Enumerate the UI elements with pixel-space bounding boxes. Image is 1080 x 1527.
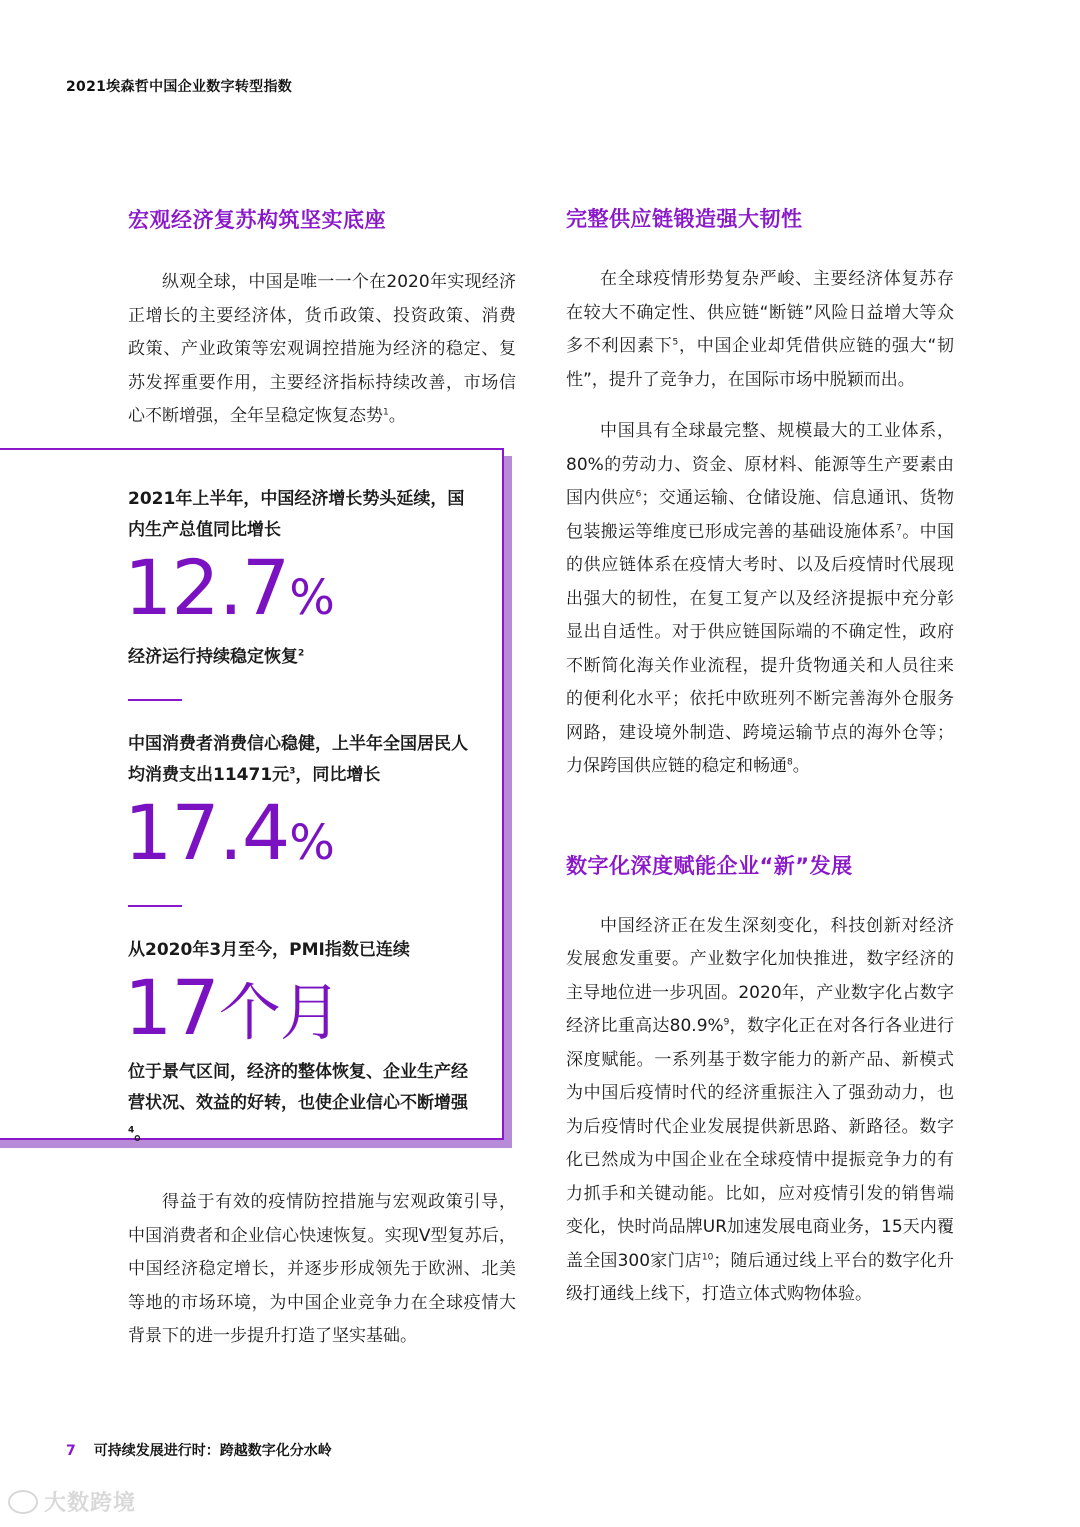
watermark <box>8 1486 136 1517</box>
supply-p2-text-d: 。 <box>792 756 810 776</box>
macro-paragraph-text: 纵观全球，中国是唯一一个在2020年实现经济正增长的主要经济体，货币政策、投资政策、消费政策、产业政策等宏观调控措施为经济的稳定、复苏发挥重要作用，主要经济指标持续改善，市场信心不断增强，全年呈稳定恢复态势 <box>128 272 516 426</box>
report-header: 2021埃森哲中国企业数字转型指数 <box>66 79 293 95</box>
stat2-intro-text: 中国消费者消费信心稳健，上半年全国居民人均消费支出11471元 <box>128 734 468 785</box>
stat-divider <box>128 699 182 701</box>
supply-p2-text-a: 中国具有全球最完整、规模最大的工业体系，80%的劳动力、资金、原材料、能源等生产要素由国内供应 <box>566 421 954 508</box>
recovery-paragraph: 得益于有效的疫情防控措施与宏观政策引导，中国消费者和企业信心快速恢复。实现V型复苏后，中国经济稳定增长，并逐步形成领先于欧洲、北美等地的市场环境，为中国企业竞争力在全球疫情大背景下的进一步提升打造了坚实基础。 <box>128 1192 516 1346</box>
stat2-unit: % <box>289 815 334 871</box>
footer-title: 可持续发展进行时：跨越数字化分水岭 <box>93 1443 332 1459</box>
digital-text-c: ；随后通过线上平台的数字化升级打通线上线下，打造立体式购物体验。 <box>566 1250 955 1304</box>
stat3-caption-text: 位于景气区间，经济的整体恢复、企业生产经营状况、效益的好转，也使企业信心不断增强 <box>128 1062 468 1113</box>
stat1-caption <box>128 642 478 673</box>
stat3-caption <box>128 1057 478 1150</box>
footnote-ref: 3 <box>289 766 296 777</box>
stat-box <box>0 448 504 1144</box>
supply-p2-text-b: ；交通运输、仓储设施、信息通讯、货物包装搬运等维度已形成完善的基础设施体系 <box>566 488 955 542</box>
footnote-ref: 10 <box>701 1251 714 1262</box>
digital-text-a: 中国经济正在发生深刻变化，科技创新对经济发展愈发重要。产业数字化加快推进，数字经济的主导地位进一步巩固。2020年，产业数字化占数字经济比重高达80.9% <box>566 915 954 1036</box>
stat1-number: 12.7 <box>124 543 290 632</box>
section-heading-macro: 宏观经济复苏构筑坚实底座 <box>128 208 386 232</box>
footnote-ref: 1 <box>383 407 389 418</box>
stat1-value <box>124 543 478 638</box>
supply-p1-text-b: ，中国企业却凭借供应链的强大“韧性”，提升了竞争力，在国际市场中脱颖而出。 <box>566 336 955 390</box>
stat2-number: 17.4 <box>124 788 290 877</box>
footnote-ref: 2 <box>298 648 305 659</box>
stat3-intro: 从2020年3月至今，PMI指数已连续 <box>128 940 410 960</box>
right-column <box>566 203 954 1312</box>
left-column <box>128 204 516 434</box>
footnote-ref: 7 <box>896 522 902 533</box>
stat-box-content <box>124 484 478 1150</box>
footnote-ref: 6 <box>635 489 642 500</box>
page-number: 7 <box>66 1443 76 1459</box>
stat-divider <box>128 905 182 907</box>
stat2-intro <box>128 729 478 791</box>
stat1-intro: 2021年上半年，中国经济增长势头延续，国内生产总值同比增长 <box>128 489 465 540</box>
footnote-ref: 5 <box>672 337 679 348</box>
stat3-caption-end: 。 <box>134 1124 152 1144</box>
stat3-unit: 个月 <box>218 976 341 1049</box>
digital-text-b: ，数字化正在对各行各业进行深度赋能。一系列基于数字能力的新产品、新模式为中国后疫情时代的经济重振注入了强劲动力，也为后疫情时代企业发展提供新思路、新路径。数字化已然成为中国企业在全球疫情中提振竞争力的有力抓手和关键动能。比如，应对疫情引发的销售端变化，快时尚品牌UR加速发展电商业务，15天内覆盖全国300家门店 <box>566 1016 954 1271</box>
recovery-section <box>128 1186 516 1354</box>
supply-chain-paragraph-2 <box>566 415 954 784</box>
footnote-ref: 4 <box>128 1125 135 1136</box>
supply-p1-text-a: 在全球疫情形势复杂严峻、主要经济体复苏存在较大不确定性、供应链“断链”风险日益增大等众多不利因素下 <box>566 269 954 356</box>
supply-chain-paragraph-1 <box>566 263 954 397</box>
macro-paragraph <box>128 266 516 434</box>
footnote-ref: 9 <box>723 1017 730 1028</box>
stat3-value <box>124 963 478 1053</box>
section-heading-supply-chain: 完整供应链锻造强大韧性 <box>566 207 803 231</box>
watermark-text: 大数跨境 <box>44 1491 137 1516</box>
stat3-number: 17 <box>124 963 219 1052</box>
supply-p2-text-c: 。中国的供应链体系在疫情大考时、以及后疫情时代展现出强大的韧性，在复工复产以及经济提振中充分彰显出自适性。对于供应链国际端的不确定性，政府不断简化海关作业流程，提升货物通关和人员往来的便利化水平；依托中欧班列不断完善海外仓服务网路，建设境外制造、跨境运输节点的海外仓等；力保跨国供应链的稳定和畅通 <box>566 521 955 776</box>
stat2-value <box>124 788 478 883</box>
stat1-unit: % <box>289 570 334 626</box>
section-heading-digital: 数字化深度赋能企业“新”发展 <box>566 853 853 878</box>
macro-paragraph-end: 。 <box>388 406 406 426</box>
digital-paragraph <box>566 910 954 1312</box>
footnote-ref: 8 <box>787 757 793 768</box>
stat2-intro-end: ，同比增长 <box>295 765 381 785</box>
watermark-logo-icon <box>8 1490 38 1514</box>
stat1-caption-text: 经济运行持续稳定恢复 <box>128 647 298 667</box>
digital-section <box>566 850 954 1312</box>
page-footer <box>66 1440 332 1460</box>
